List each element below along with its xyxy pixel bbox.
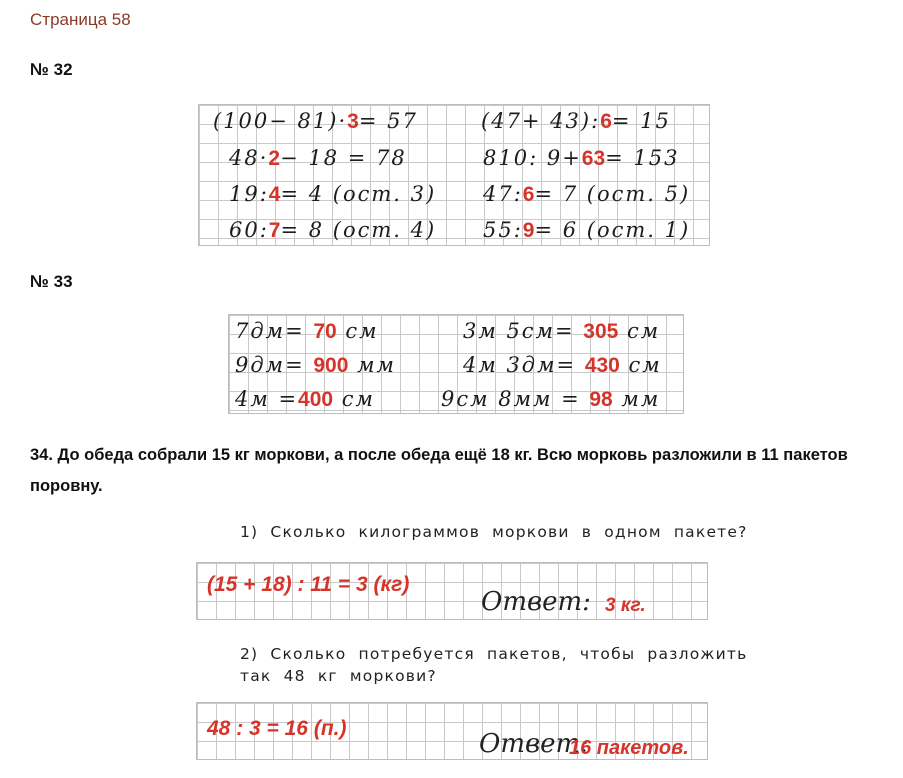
task-33-row-2-left: 9дм= 900 мм: [235, 353, 396, 377]
answer-value: 6: [600, 110, 612, 133]
question-2-line-1: 2) Сколько потребуется пакетов, чтобы разложить: [240, 645, 748, 663]
task-33-row-3-right: 9см 8мм = 98 мм: [441, 387, 661, 411]
answer-1: 3 кг.: [605, 595, 646, 616]
answer-value: 3: [347, 110, 359, 133]
question-2-line-2: так 48 кг моркови?: [240, 667, 437, 685]
answer-value: 305: [583, 320, 619, 343]
answer-2: 16 пакетов.: [569, 737, 689, 759]
task-32-row-4-right: 55:9= 6 (ост. 1): [483, 218, 691, 242]
answer-value: 2: [268, 147, 281, 170]
solution-1-grid: [196, 562, 708, 620]
answer-value: 9: [522, 219, 535, 242]
task-32-row-2-right: 810: 9+63= 153: [483, 146, 680, 170]
answer-value: 70: [313, 320, 337, 343]
answer-value: 7: [268, 219, 281, 242]
task-33-row-2-right: 4м 3дм= 430 см: [463, 353, 662, 377]
page-link[interactable]: Страница 58: [30, 10, 131, 29]
task-32-title: № 32: [30, 60, 73, 79]
task-34-text: 34. До обеда собрали 15 кг моркови, а после обеда ещё 18 кг. Всю морковь разложили в 11 пакетов поровну.: [30, 446, 848, 495]
task-33-title: № 33: [30, 272, 73, 291]
task-33-row-3-left: 4м =400 см: [235, 387, 375, 411]
task-33-grid: [228, 314, 684, 414]
solution-1: (15 + 18) : 11 = 3 (кг): [207, 573, 410, 596]
answer-value: 900: [313, 354, 349, 377]
answer-value: 4: [268, 183, 281, 206]
task-32-row-2-left: 48·2− 18 = 78: [229, 146, 407, 170]
task-32-row-3-left: 19:4= 4 (ост. 3): [229, 182, 437, 206]
task-33-row-1-right: 3м 5см= 305 см: [463, 319, 661, 343]
task-32-row-4-left: 60:7= 8 (ост. 4): [229, 218, 437, 242]
answer-value: 98: [589, 388, 613, 411]
task-32-row-3-right: 47:6= 7 (ост. 5): [483, 182, 691, 206]
answer-value: 430: [584, 354, 620, 377]
answer-value: 6: [522, 183, 535, 206]
task-32-grid: [198, 104, 710, 246]
task-32-row-1-left: (100− 81)·3= 57: [213, 109, 418, 133]
answer-label-2: Ответ:: [479, 729, 589, 759]
task-33-row-1-left: 7дм= 70 см: [235, 319, 379, 343]
answer-value: 63: [581, 147, 606, 170]
solution-2: 48 : 3 = 16 (п.): [207, 717, 347, 740]
answer-label-1: Ответ:: [481, 587, 591, 617]
answer-value: 400: [298, 388, 334, 411]
question-1: 1) Сколько килограммов моркови в одном пакете?: [240, 523, 748, 541]
solution-2-grid: [196, 702, 708, 760]
task-32-row-1-right: (47+ 43):6= 15: [481, 109, 671, 133]
